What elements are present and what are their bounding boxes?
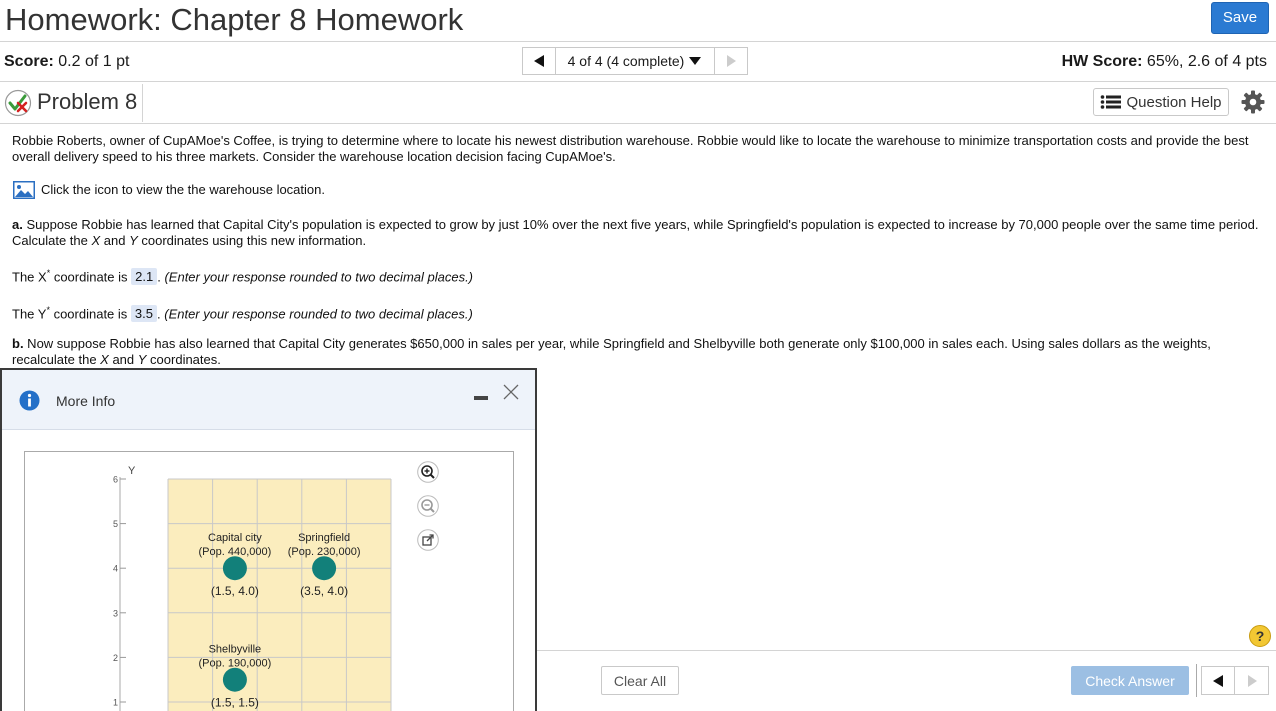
- zoom-out-icon[interactable]: [417, 495, 439, 517]
- question-select-value: 4 of 4 (4 complete): [567, 53, 685, 69]
- part-b-and: and: [108, 352, 138, 367]
- footer-nav-divider: [1196, 664, 1197, 697]
- problem-title: Problem 8: [37, 89, 138, 114]
- question-help-button[interactable]: [1093, 88, 1229, 116]
- y-axis-label: Y: [128, 465, 136, 477]
- point-name-label: Capital city: [208, 532, 262, 545]
- location-point: [312, 556, 336, 580]
- y-tick-label: 2: [112, 652, 118, 663]
- part-b-x-var: X: [100, 352, 109, 367]
- triangle-down-icon: [688, 56, 702, 66]
- question-select[interactable]: [556, 47, 714, 75]
- y-answer-line: The Y* coordinate is 3.5 . (Enter your response rounded to two decimal places.): [12, 305, 473, 322]
- more-info-dialog: [0, 368, 537, 711]
- clear-all-button[interactable]: Clear All: [601, 666, 679, 695]
- score: [4, 53, 129, 71]
- point-name-label: Shelbyville: [208, 643, 262, 656]
- part-a-body-2: coordinates using this new information.: [137, 233, 367, 248]
- part-a-y-var: Y: [129, 233, 138, 248]
- problem-intro: Robbie Roberts, owner of CupAMoe's Coffee, is trying to determine where to locate his newest distribution warehouse. Robbie would like to locate the warehouse to minimize transportation costs and provide the best overall delivery speed to his three markets. Consider the warehouse location decision facing CupAMoe's.: [12, 133, 1249, 164]
- y-tick-label: 6: [112, 474, 118, 485]
- part-b-body-2: coordinates.: [146, 352, 221, 367]
- y-answer[interactable]: 3.5: [131, 305, 157, 322]
- location-point: [223, 668, 247, 692]
- image-link-text: Click the icon to view the the warehouse location.: [41, 182, 325, 197]
- hw-score: [1062, 53, 1267, 71]
- point-coordinate-label: (1.5, 4.0): [210, 584, 259, 599]
- x-answer-line: The X* coordinate is 2.1 . (Enter your response rounded to two decimal places.): [12, 268, 474, 285]
- question-navigator: [522, 47, 748, 75]
- hw-score-value: 65%, 2.6 of 4 pts: [1146, 53, 1267, 70]
- score-label: Score:: [4, 53, 54, 70]
- point-coordinate-label: (3.5, 4.0): [300, 584, 349, 599]
- triangle-left-icon: [1212, 674, 1224, 688]
- triangle-left-icon: [533, 54, 545, 68]
- y-tick-label: 5: [112, 519, 118, 530]
- triangle-right-icon: [725, 54, 737, 68]
- image-icon[interactable]: [13, 181, 35, 199]
- part-a-text: [12, 217, 1268, 249]
- point-name-label: Springfield: [298, 532, 351, 545]
- part-b-body-1: Now suppose Robbie has also learned that Capital City generates $650,000 in sales per year, while Springfield and Shelbyville both generate only $100,000 in sales each. Using sales dollars as the weights, recalculate the: [12, 336, 1211, 367]
- footer-divider: [537, 650, 1276, 651]
- zoom-in-icon[interactable]: [417, 461, 439, 483]
- help-icon[interactable]: ?: [1249, 625, 1271, 647]
- partial-credit-icon: [4, 89, 32, 117]
- plot-area: [168, 479, 391, 711]
- question-help-label: Question Help: [1126, 93, 1222, 111]
- gear-icon[interactable]: [1241, 90, 1265, 114]
- problem-divider-line: [0, 123, 1276, 124]
- footer-prev-button[interactable]: [1201, 666, 1235, 695]
- part-b-y-var: Y: [137, 352, 147, 367]
- part-a-and: and: [100, 233, 130, 248]
- y-tick-label: 4: [112, 563, 118, 574]
- y-prefix: The Y: [12, 306, 47, 322]
- info-icon: [19, 390, 40, 411]
- y-tick-label: 1: [112, 697, 118, 708]
- x-instruction: (Enter your response rounded to two decimal places.): [164, 269, 474, 285]
- minimize-button[interactable]: [474, 396, 488, 400]
- score-divider: [0, 81, 1276, 82]
- part-b-label: b.: [12, 336, 24, 351]
- footer-next-button[interactable]: [1235, 666, 1269, 695]
- x-answer[interactable]: 2.1: [131, 268, 157, 285]
- close-icon[interactable]: [501, 382, 521, 402]
- dialog-title: More Info: [56, 393, 116, 409]
- prev-question-button[interactable]: [522, 47, 556, 75]
- hw-score-label: HW Score:: [1061, 53, 1143, 70]
- y-star: *: [46, 305, 50, 315]
- point-population-label: (Pop. 440,000): [198, 546, 272, 559]
- score-value: 0.2 of 1 pt: [58, 53, 130, 70]
- y-instruction: (Enter your response rounded to two decimal places.): [164, 306, 473, 322]
- y-tick-label: 3: [112, 608, 118, 619]
- footer-navigator: [1201, 666, 1269, 695]
- save-button[interactable]: Save: [1211, 2, 1269, 34]
- next-question-button[interactable]: [714, 47, 748, 75]
- x-star: *: [46, 268, 51, 278]
- problem-divider: [142, 84, 143, 122]
- point-population-label: (Pop. 190,000): [198, 657, 272, 670]
- check-answer-button[interactable]: Check Answer: [1071, 666, 1189, 695]
- chart-svg: [25, 452, 513, 711]
- dialog-header: [2, 370, 535, 430]
- part-a-x-var: X: [91, 233, 101, 248]
- list-icon: [1100, 94, 1122, 110]
- page-title: Homework: Chapter 8 Homework: [5, 2, 464, 37]
- location-point: [223, 556, 247, 580]
- point-coordinate-label: (1.5, 1.5): [210, 695, 259, 710]
- part-a-body-1: Suppose Robbie has learned that Capital City's population is expected to grow by just 10% over the next five years, while Springfield's population is expected to increase by 70,000 people over the same time period. Calculate the: [12, 217, 1259, 248]
- triangle-right-icon: [1246, 674, 1258, 688]
- part-a-label: a.: [12, 217, 23, 232]
- x-suffix: coordinate is: [50, 269, 128, 285]
- header-divider: [0, 41, 1276, 42]
- point-population-label: (Pop. 230,000): [287, 546, 361, 559]
- part-b-text: [12, 336, 1268, 368]
- y-suffix: coordinate is: [49, 306, 128, 322]
- popout-icon[interactable]: [417, 529, 439, 551]
- x-prefix: The X: [12, 269, 47, 285]
- warehouse-location-chart: [24, 451, 514, 711]
